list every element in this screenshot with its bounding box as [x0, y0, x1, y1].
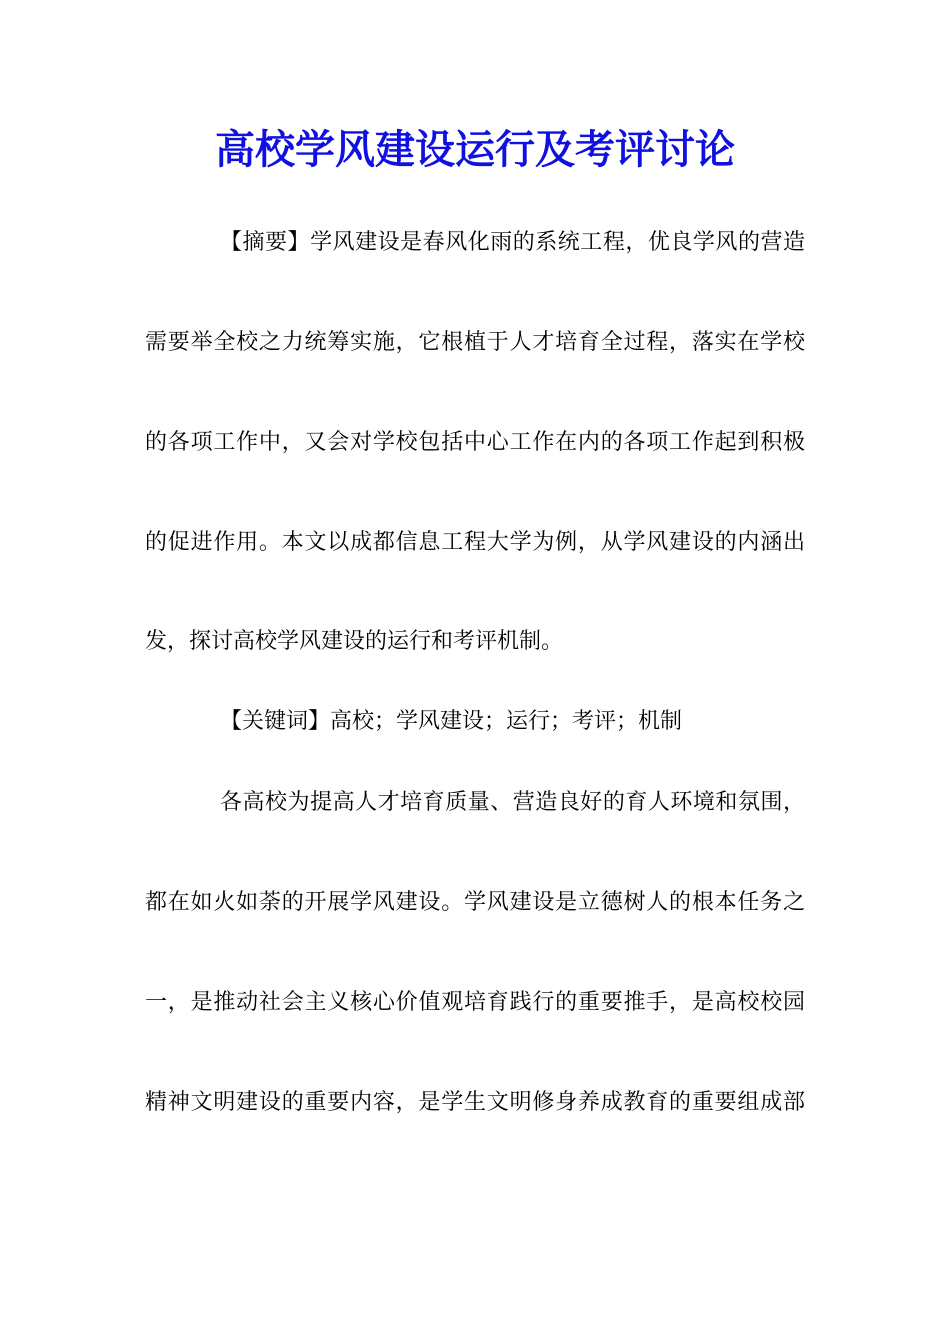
body-line-1: 各高校为提高人才培育质量、营造良好的育人环境和氛围，	[220, 790, 805, 815]
body-line-3: 一，是推动社会主义核心价值观培育践行的重要推手，是高校校园	[145, 990, 805, 1015]
body-line-4: 精神文明建设的重要内容，是学生文明修身养成教育的重要组成部	[145, 1090, 805, 1115]
abstract-line-2: 需要举全校之力统筹实施，它根植于人才培育全过程，落实在学校	[145, 330, 805, 355]
keywords-line: 【关键词】高校；学风建设；运行；考评；机制	[220, 709, 683, 734]
abstract-line-1: 【摘要】学风建设是春风化雨的系统工程，优良学风的营造	[220, 230, 805, 255]
body-line-2: 都在如火如荼的开展学风建设。学风建设是立德树人的根本任务之	[145, 890, 805, 915]
abstract-line-3: 的各项工作中，又会对学校包括中心工作在内的各项工作起到积极	[145, 430, 805, 455]
abstract-line-4: 的促进作用。本文以成都信息工程大学为例，从学风建设的内涵出	[145, 530, 805, 555]
document-title: 高校学风建设运行及考评讨论	[215, 126, 735, 173]
abstract-line-5: 发，探讨高校学风建设的运行和考评机制。	[145, 629, 564, 654]
